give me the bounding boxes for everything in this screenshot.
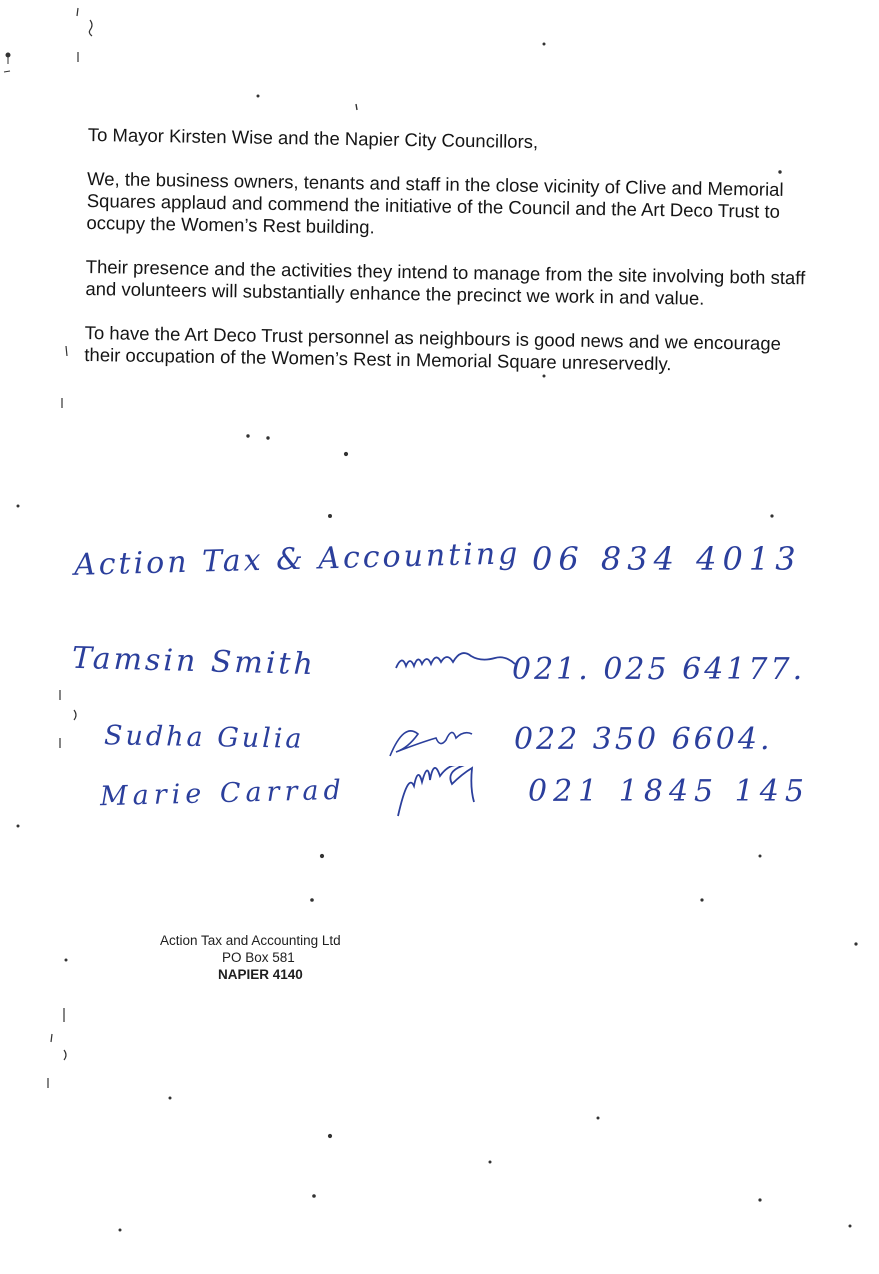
- signatory-4-phone: 021 1845 145: [528, 774, 810, 809]
- signatory-2-name: Tamsin Smith: [71, 640, 317, 683]
- signatory-4-name: Marie Carrad: [99, 774, 347, 813]
- address-company: Action Tax and Accounting Ltd: [160, 933, 341, 948]
- signatory-2-signature: [392, 638, 532, 678]
- signatory-2-phone: 021. 025 64177.: [512, 652, 806, 687]
- signatory-1-phone: 06 834 4013: [532, 540, 802, 578]
- signatory-1-name: Action Tax & Accounting: [73, 536, 521, 583]
- signatory-3-phone: 022 350 6604.: [514, 722, 773, 757]
- paragraph-1: We, the business owners, tenants and staff in the close vicinity of Clive and Memorial Squares applaud and commend the initiative of the Council and the Art Deco Trust to occupy the Women’s Rest building.: [86, 167, 784, 238]
- signatory-3-name: Sudha Gulia: [103, 720, 305, 755]
- signatory-3-signature: [384, 718, 494, 762]
- address-po-box: PO Box 581: [222, 950, 295, 965]
- address-city: NAPIER 4140: [218, 967, 303, 982]
- company-address: [160, 932, 370, 983]
- signatory-4-signature: [394, 766, 500, 822]
- paragraph-3: To have the Art Deco Trust personnel as neighbours is good news and we encourage their occupation of the Women’s Rest in Memorial Square unreservedly.: [84, 321, 782, 375]
- salutation: To Mayor Kirsten Wise and the Napier City Councillors,: [87, 124, 539, 153]
- paragraph-2: Their presence and the activities they intend to manage from the site involving both staff and volunteers will substantially enhance the precinct we work in and value.: [85, 255, 806, 309]
